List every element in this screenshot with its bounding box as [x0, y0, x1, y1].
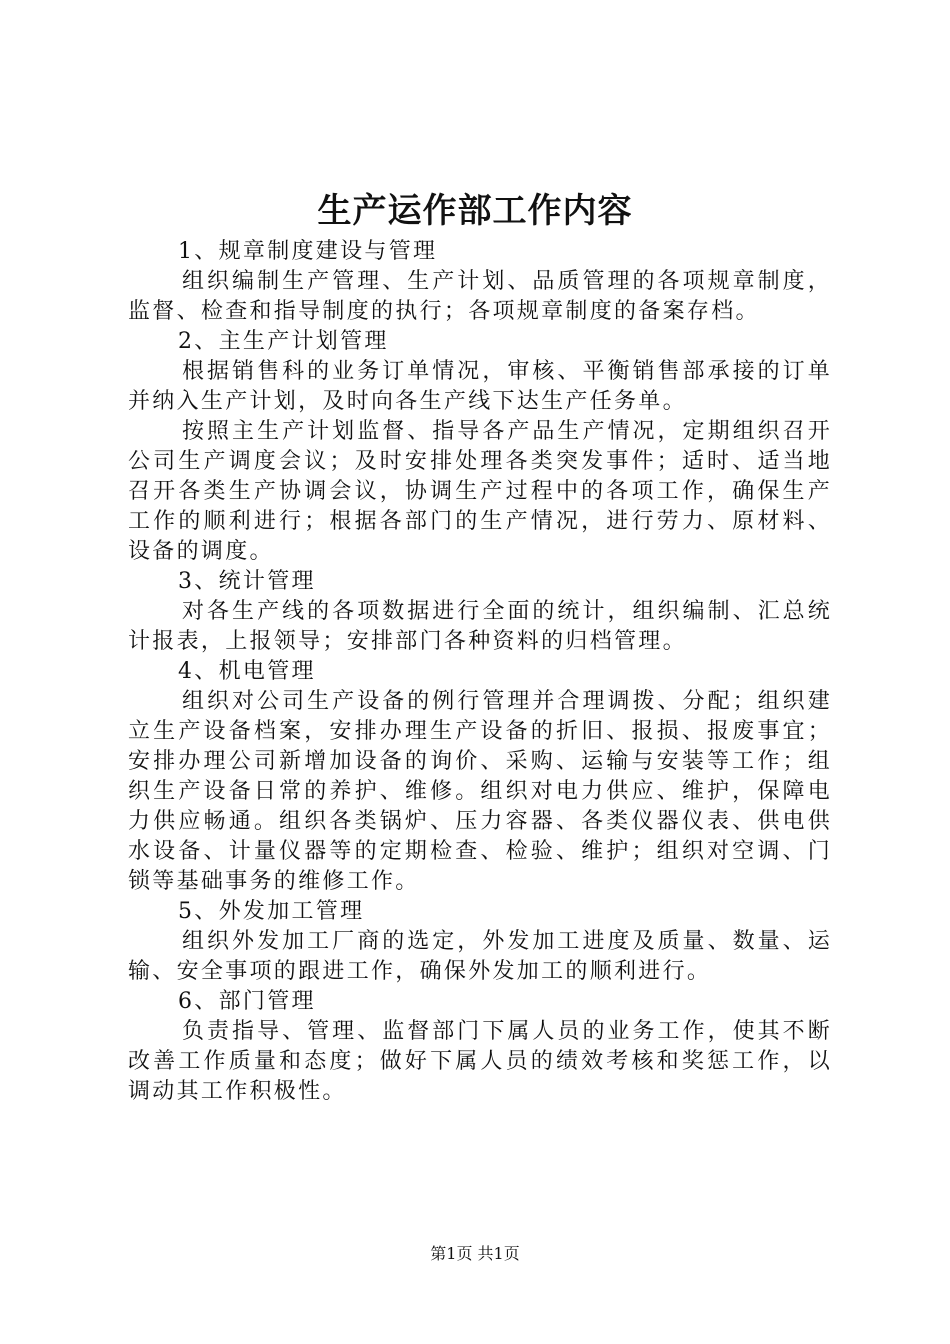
section-regulations: [128, 237, 832, 327]
page-title: 生产运作部工作内容: [317, 191, 633, 231]
section-paragraph: 负责指导、管理、监督部门下属人员的业务工作，使其不断改善工作质量和态度；做好下属人员的绩效考核和奖惩工作，以调动其工作积极性。: [128, 1019, 832, 1104]
section-electromechanical: [128, 657, 832, 897]
section-paragraph: 组织对公司生产设备的例行管理并合理调拨、分配；组织建立生产设备档案，安排办理生产设备的折旧、报损、报废事宜；安排办理公司新增加设备的询价、采购、运输与安装等工作；组织生产设备日常的养护、维修。组织对电力供应、维护，保障电力供应畅通。组织各类锅炉、压力容器、各类仪器仪表、供电供水设备、计量仪器等的定期检查、检验、维护；组织对空调、门锁等基础事务的维修工作。: [128, 689, 832, 894]
section-heading: 4、机电管理: [178, 659, 316, 684]
page-footer: 第1页 共1页: [430, 1244, 520, 1263]
section-heading: 3、统计管理: [178, 569, 316, 594]
section-paragraph: 根据销售科的业务订单情况，审核、平衡销售部承接的订单并纳入生产计划，及时向各生产线下达生产任务单。: [128, 359, 832, 414]
section-paragraph: 按照主生产计划监督、指导各产品生产情况，定期组织召开公司生产调度会议；及时安排处理各类突发事件；适时、适当地召开各类生产协调会议，协调生产过程中的各项工作，确保生产工作的顺利进行；根据各部门的生产情况，进行劳力、原材料、设备的调度。: [128, 419, 832, 564]
section-heading: 2、主生产计划管理: [178, 329, 389, 354]
section-paragraph: 组织编制生产管理、生产计划、品质管理的各项规章制度，监督、检查和指导制度的执行；各项规章制度的备案存档。: [128, 269, 832, 324]
section-paragraph: 对各生产线的各项数据进行全面的统计，组织编制、汇总统计报表，上报领导；安排部门各种资料的归档管理。: [128, 599, 832, 654]
section-heading: 1、规章制度建设与管理: [178, 239, 438, 264]
section-paragraph: 组织外发加工厂商的选定，外发加工进度及质量、数量、运输、安全事项的跟进工作，确保外发加工的顺利进行。: [128, 929, 832, 984]
document-body: [128, 237, 832, 1107]
section-department: [128, 987, 832, 1107]
section-heading: 5、外发加工管理: [178, 899, 365, 924]
section-outsourcing: [128, 897, 832, 987]
section-statistics: [128, 567, 832, 657]
section-heading: 6、部门管理: [178, 989, 316, 1014]
section-master-plan: [128, 327, 832, 567]
